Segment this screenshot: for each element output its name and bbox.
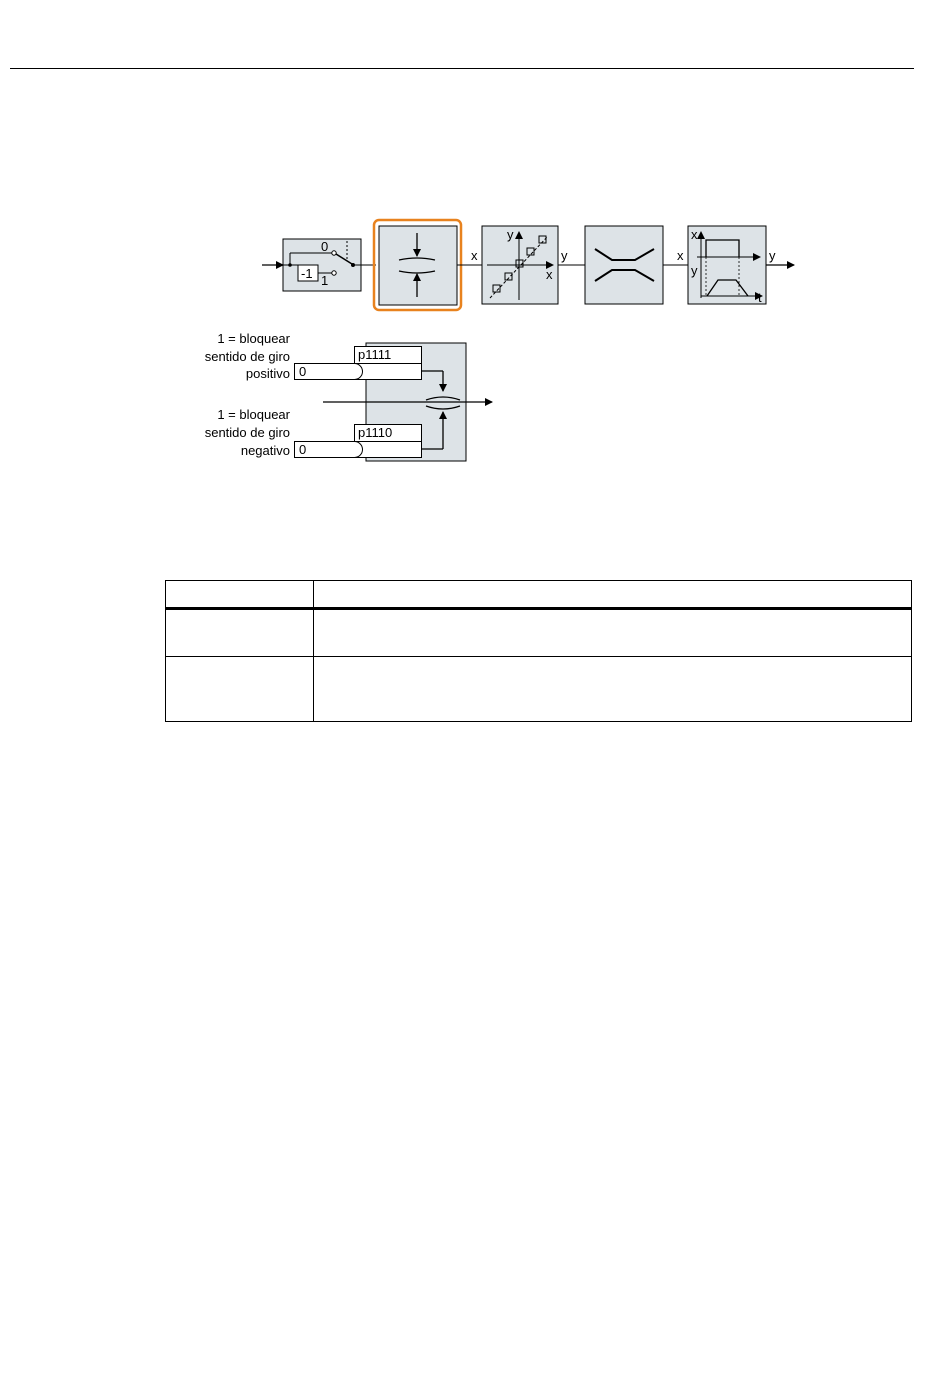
table-header-row	[166, 581, 912, 609]
direction-block	[374, 220, 482, 310]
invert-gain-label: -1	[301, 266, 313, 281]
table-cell	[166, 609, 314, 657]
table-cell	[166, 657, 314, 722]
ramp-block	[688, 226, 794, 304]
positive-caption-line1: 1 = bloquear	[217, 331, 290, 346]
positive-caption-line3: positivo	[245, 366, 290, 381]
negative-caption-line2: sentido de giro	[204, 425, 290, 440]
scaling-axis-x: x	[546, 267, 553, 282]
negative-caption-line3: negativo	[240, 443, 290, 458]
table-row	[166, 609, 912, 657]
param-p1110-field	[354, 441, 422, 458]
limiter-block	[585, 226, 688, 304]
ramp-axis-t: t	[758, 290, 762, 305]
ramp-axis-y: y	[691, 263, 698, 278]
scaling-block	[482, 226, 585, 304]
table-row	[166, 657, 912, 722]
positive-caption-line2: sentido de giro	[204, 349, 290, 364]
ramp-axis-x: x	[691, 227, 698, 242]
invert-label-one: 1	[321, 273, 329, 288]
value-positive: 0	[294, 363, 363, 380]
param-p1110: p1110	[354, 424, 422, 442]
value-negative: 0	[294, 441, 363, 458]
table-header-cell	[166, 581, 314, 609]
table-cell	[314, 609, 912, 657]
table-cell	[314, 657, 912, 722]
parameter-table	[165, 580, 912, 722]
invert-label-zero: 0	[321, 239, 329, 254]
signal-label-x2: x	[677, 248, 684, 263]
table-header-cell	[314, 581, 912, 609]
scaling-axis-y: y	[507, 227, 514, 242]
param-p1111: p1111	[354, 346, 422, 364]
invert-block	[283, 239, 376, 291]
param-p1111-field	[354, 363, 422, 380]
signal-label-y1: y	[561, 248, 568, 263]
signal-label-x1: x	[471, 248, 478, 263]
signal-label-y2: y	[769, 248, 776, 263]
negative-caption-line1: 1 = bloquear	[217, 407, 290, 422]
setpoint-chain-diagram	[0, 0, 950, 470]
